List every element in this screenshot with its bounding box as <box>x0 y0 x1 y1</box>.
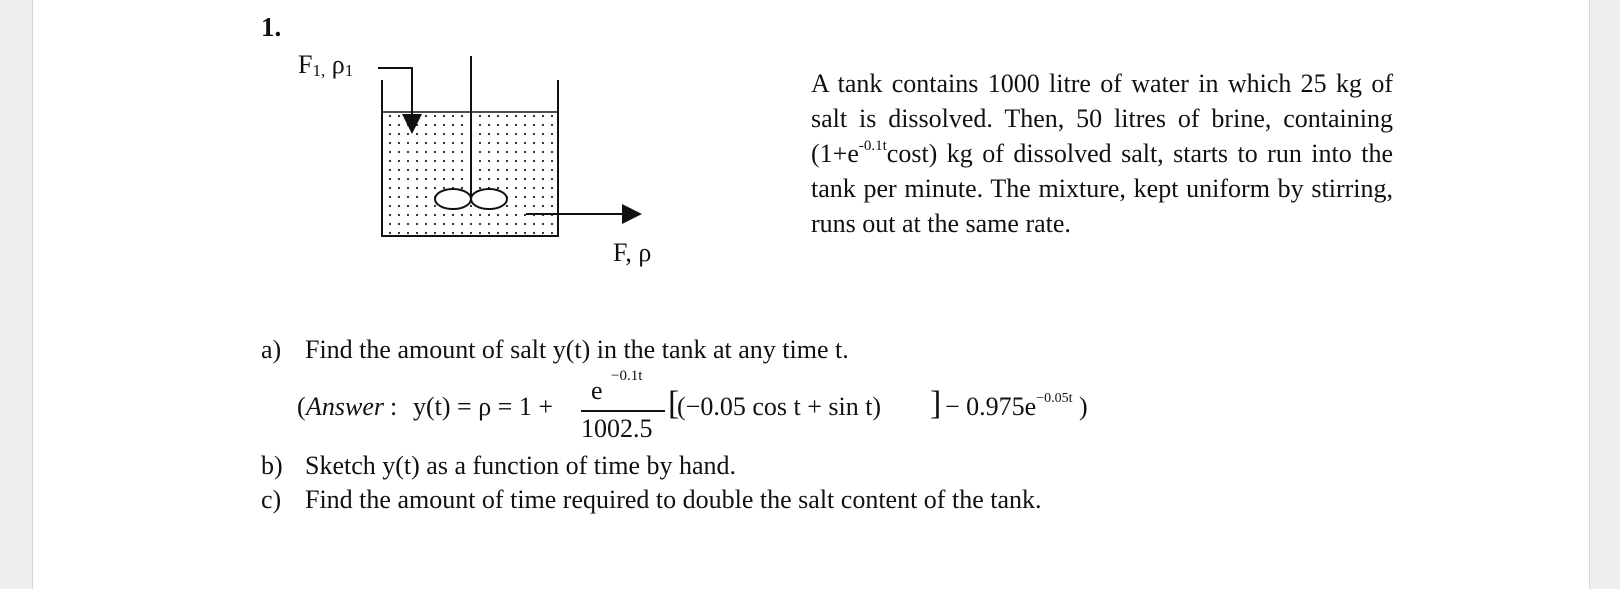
answer-bracket-close: ] <box>930 385 942 422</box>
question-a-text: Find the amount of salt y(t) in the tank at any time t. <box>305 335 849 364</box>
problem-text-part1: A tank contains 1000 litre of water in which 25 kg of salt is dissolved. Then, 50 litres of brine, containing (1+e <box>811 69 1393 168</box>
answer-tail-exponent: −0.05t <box>1036 391 1073 406</box>
fraction-denominator: 1002.5 <box>581 414 653 443</box>
stirred-tank-diagram <box>378 50 648 250</box>
question-b-letter: b) <box>261 451 283 480</box>
inlet-flow-symbol: F <box>298 50 313 79</box>
answer-bracket-inner: (−0.05 cos t + sin t) <box>677 392 882 421</box>
problem-text-part2: cost) kg of dissolved salt, starts to run into the tank per minute. The mixture, kept uniform by stirring, runs out at the same rate. <box>811 139 1393 238</box>
impeller-right <box>471 189 507 209</box>
problem-exponent: -0.1t <box>858 138 887 154</box>
answer-bracket-open: [ <box>668 385 680 422</box>
answer-close-paren: ) <box>1079 392 1088 421</box>
problem-statement <box>811 66 1393 241</box>
fraction-bar <box>581 410 665 412</box>
document-page <box>32 0 1590 589</box>
impeller-left <box>435 189 471 209</box>
question-c-text: Find the amount of time required to double the salt content of the tank. <box>305 485 1042 514</box>
answer-tail <box>945 392 1088 422</box>
outlet-flow-label: F, ρ <box>613 238 652 267</box>
fraction-numerator: e <box>591 376 603 405</box>
inlet-density-subscript: 1 <box>344 61 354 80</box>
inlet-density-symbol: ρ <box>331 50 345 79</box>
inlet-flow-label <box>298 50 353 81</box>
answer-colon: : <box>390 392 398 421</box>
fraction-numerator-exponent: −0.1t <box>611 368 643 384</box>
question-a-letter: a) <box>261 335 282 364</box>
answer-open-paren: ( <box>297 392 306 421</box>
answer-tail-text: − 0.975e <box>945 392 1037 421</box>
answer-lhs: y(t) = ρ = 1 + <box>413 392 554 421</box>
question-number: 1. <box>261 12 282 42</box>
question-c-letter: c) <box>261 485 282 514</box>
inlet-flow-subscript: 1, <box>312 61 326 80</box>
question-b-text: Sketch y(t) as a function of time by hand. <box>305 451 737 480</box>
answer-label: Answer <box>306 392 384 421</box>
